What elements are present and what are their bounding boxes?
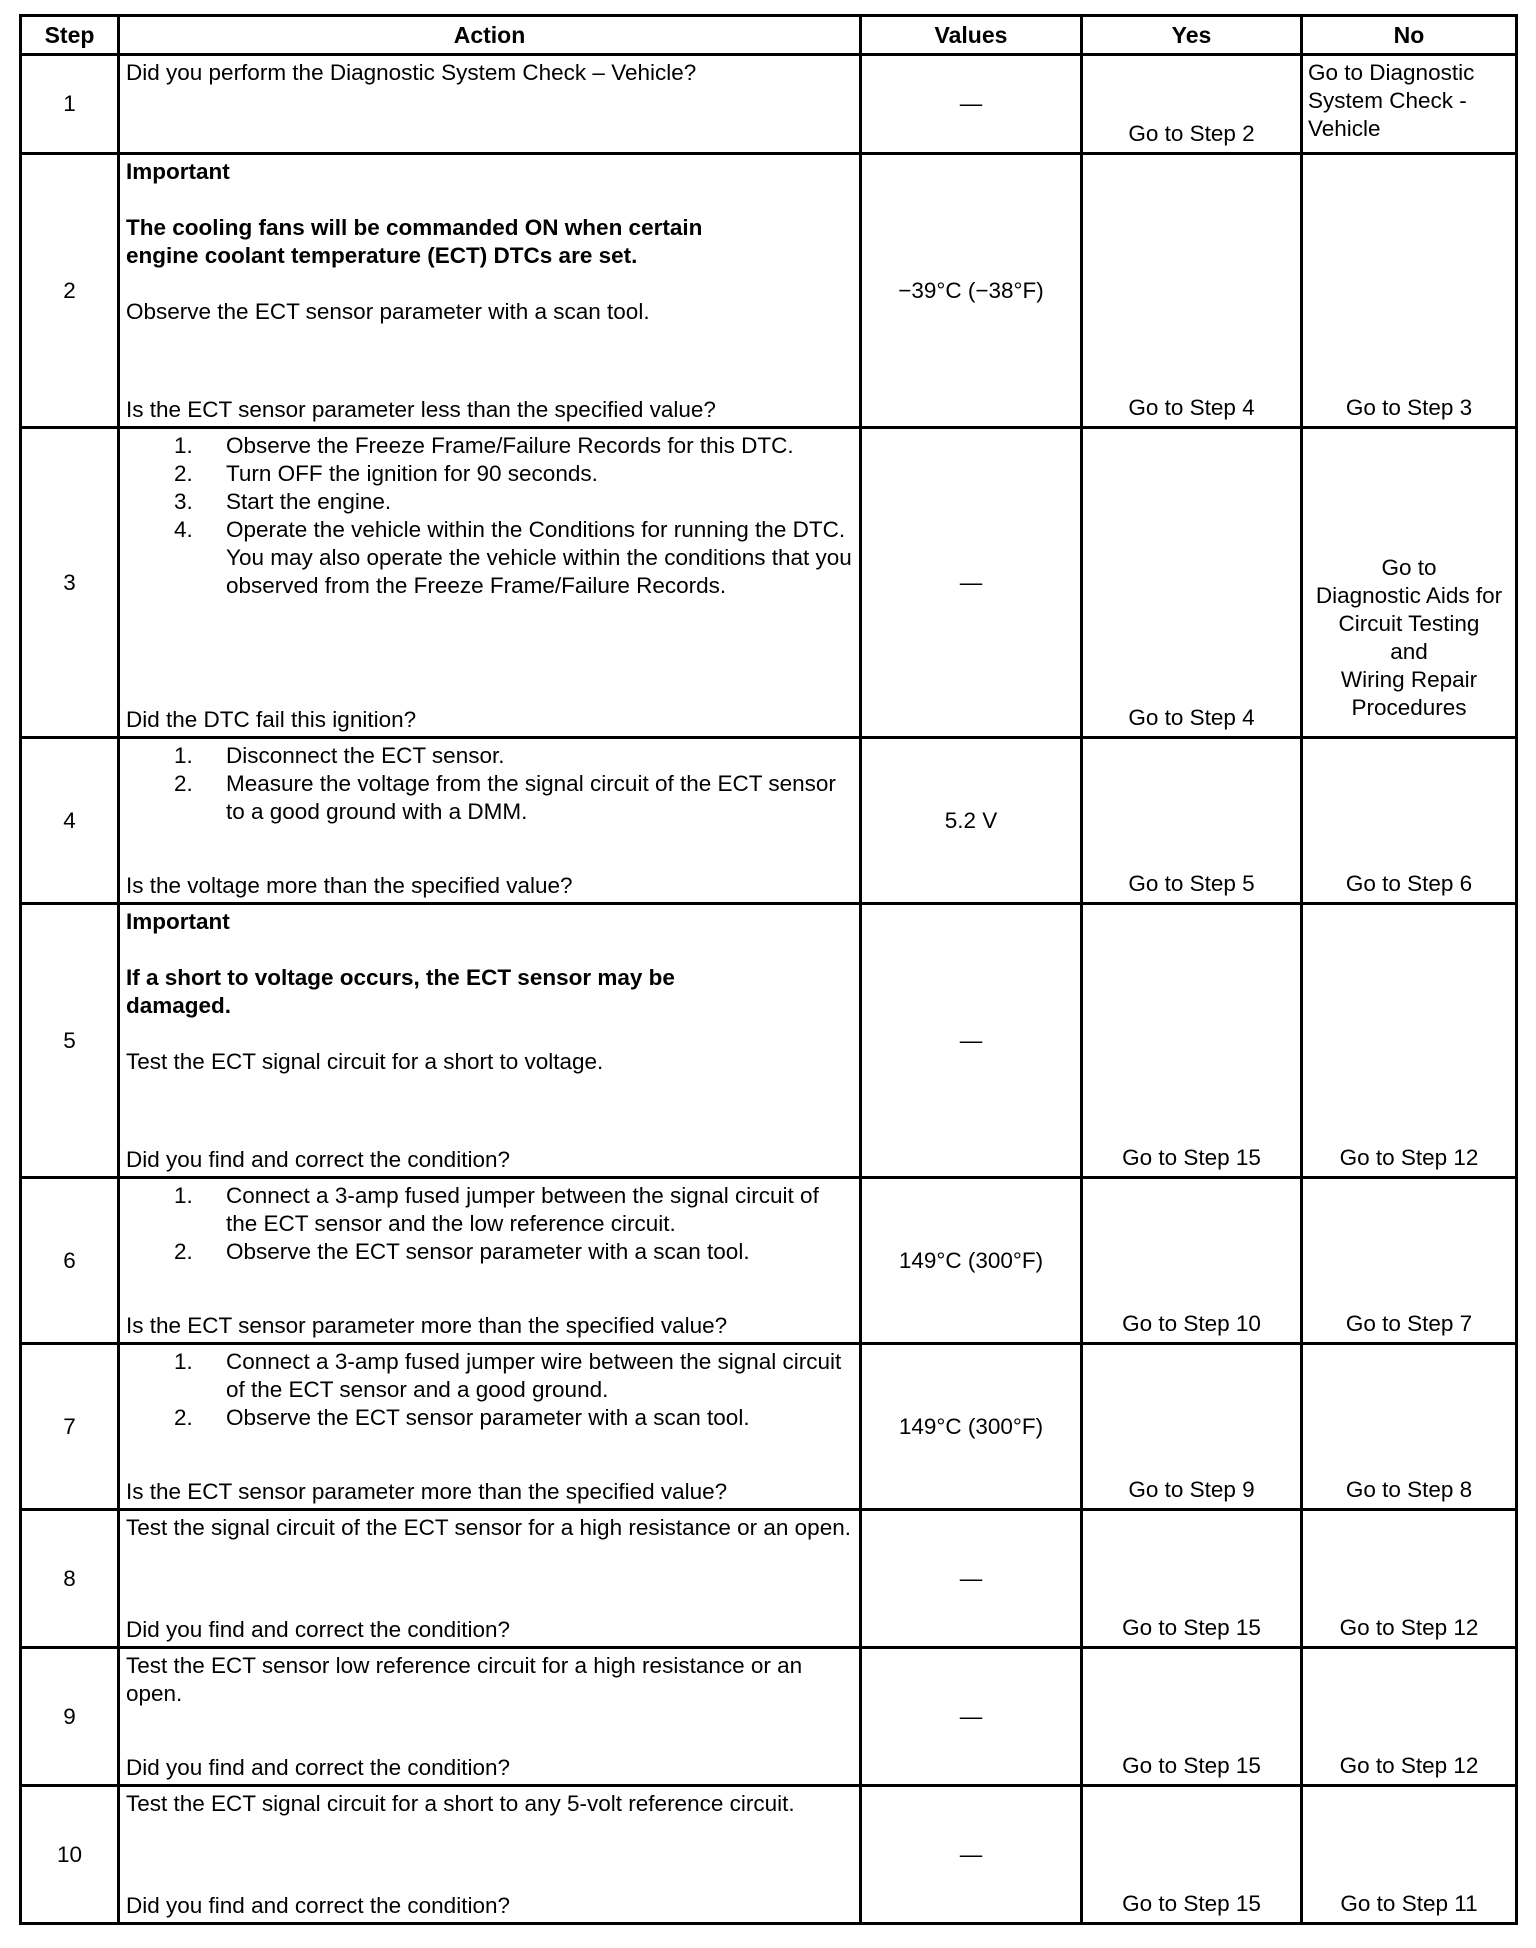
action-instruction: Observe the ECT sensor parameter with a scan tool. xyxy=(126,299,650,324)
action-cell xyxy=(119,738,861,904)
action-cell xyxy=(119,154,861,428)
table-row xyxy=(21,1510,1517,1648)
value-cell: — xyxy=(861,904,1082,1178)
yes-cell: Go to Step 4 xyxy=(1082,428,1302,738)
action-cell xyxy=(119,1648,861,1786)
value-cell: 5.2 V xyxy=(861,738,1082,904)
no-cell: Go to Step 12 xyxy=(1302,904,1517,1178)
action-question: Did you find and correct the condition? xyxy=(126,1893,510,1918)
no-cell: Go to Step 8 xyxy=(1302,1344,1517,1510)
action-steps-list xyxy=(126,1348,853,1432)
value-cell: 149°C (300°F) xyxy=(861,1344,1082,1510)
step-number: 10 xyxy=(21,1786,119,1924)
important-text: The cooling fans will be commanded ON when certain engine coolant temperature (ECT) DTCs are set. xyxy=(126,215,703,268)
yes-cell: Go to Step 10 xyxy=(1082,1178,1302,1344)
yes-cell: Go to Step 4 xyxy=(1082,154,1302,428)
list-item: 1. Disconnect the ECT sensor. xyxy=(174,743,505,768)
step-number: 8 xyxy=(21,1510,119,1648)
action-steps-list xyxy=(126,432,853,600)
step-number: 1 xyxy=(21,55,119,154)
table-row xyxy=(21,904,1517,1178)
yes-cell: Go to Step 9 xyxy=(1082,1344,1302,1510)
action-question: Did you find and correct the condition? xyxy=(126,1147,510,1172)
table-row xyxy=(21,428,1517,738)
diagnostic-table-container xyxy=(19,14,1515,1925)
header-values: Values xyxy=(861,16,1082,55)
action-question: Is the voltage more than the specified value? xyxy=(126,873,573,898)
list-item: 4. Operate the vehicle within the Conditions for running the DTC. You may also operate the vehicle within the conditions that you observed from the Freeze Frame/Failure Records. xyxy=(174,517,852,598)
important-heading: Important xyxy=(126,159,230,184)
action-instruction: Test the ECT sensor low reference circuit for a high resistance or an open. xyxy=(126,1653,803,1706)
no-cell: Go to Step 12 xyxy=(1302,1648,1517,1786)
yes-cell: Go to Step 15 xyxy=(1082,904,1302,1178)
action-cell xyxy=(119,1178,861,1344)
table-row xyxy=(21,1648,1517,1786)
table-header-row xyxy=(21,16,1517,55)
action-cell xyxy=(119,55,861,154)
list-item: 1. Observe the Freeze Frame/Failure Records for this DTC. xyxy=(174,433,794,458)
action-instruction: Test the signal circuit of the ECT sensor for a high resistance or an open. xyxy=(126,1515,851,1540)
action-question: Did you find and correct the condition? xyxy=(126,1617,510,1642)
diagnostic-table xyxy=(19,14,1518,1925)
list-item: 1. Connect a 3-amp fused jumper wire between the signal circuit of the ECT sensor and a good ground. xyxy=(174,1349,842,1402)
value-cell: — xyxy=(861,55,1082,154)
table-row xyxy=(21,738,1517,904)
yes-cell: Go to Step 2 xyxy=(1082,55,1302,154)
action-question: Is the ECT sensor parameter more than the specified value? xyxy=(126,1313,728,1338)
important-heading: Important xyxy=(126,909,230,934)
action-cell xyxy=(119,428,861,738)
yes-cell: Go to Step 15 xyxy=(1082,1510,1302,1648)
value-cell: — xyxy=(861,1510,1082,1648)
step-number: 4 xyxy=(21,738,119,904)
no-cell: Go to Step 11 xyxy=(1302,1786,1517,1924)
table-row xyxy=(21,1344,1517,1510)
table-row xyxy=(21,154,1517,428)
action-steps-list xyxy=(126,742,853,826)
step-number: 7 xyxy=(21,1344,119,1510)
action-cell xyxy=(119,1786,861,1924)
step-number: 5 xyxy=(21,904,119,1178)
action-question: Did you perform the Diagnostic System Check – Vehicle? xyxy=(126,60,697,85)
action-question: Did the DTC fail this ignition? xyxy=(126,707,417,732)
no-cell: Go to Diagnostic Aids for Circuit Testing and Wiring Repair Procedures xyxy=(1302,428,1517,738)
list-item: 1. Connect a 3-amp fused jumper between the signal circuit of the ECT sensor and the low reference circuit. xyxy=(174,1183,819,1236)
yes-cell: Go to Step 15 xyxy=(1082,1786,1302,1924)
table-row xyxy=(21,1178,1517,1344)
step-number: 6 xyxy=(21,1178,119,1344)
table-row xyxy=(21,1786,1517,1924)
step-number: 2 xyxy=(21,154,119,428)
action-cell xyxy=(119,1510,861,1648)
important-text: If a short to voltage occurs, the ECT sensor may be damaged. xyxy=(126,965,675,1018)
list-item: 2. Turn OFF the ignition for 90 seconds. xyxy=(174,461,598,486)
step-number: 3 xyxy=(21,428,119,738)
action-instruction: Test the ECT signal circuit for a short to any 5-volt reference circuit. xyxy=(126,1791,795,1816)
value-cell: — xyxy=(861,428,1082,738)
table-row xyxy=(21,55,1517,154)
list-item: 3. Start the engine. xyxy=(174,489,392,514)
action-question: Is the ECT sensor parameter more than the specified value? xyxy=(126,1479,728,1504)
no-cell: Go to Step 7 xyxy=(1302,1178,1517,1344)
value-cell: 149°C (300°F) xyxy=(861,1178,1082,1344)
step-number: 9 xyxy=(21,1648,119,1786)
header-step: Step xyxy=(21,16,119,55)
no-cell: Go to Diagnostic System Check - Vehicle xyxy=(1302,55,1517,154)
no-cell: Go to Step 3 xyxy=(1302,154,1517,428)
action-question: Is the ECT sensor parameter less than the specified value? xyxy=(126,397,716,422)
action-steps-list xyxy=(126,1182,853,1266)
value-cell: — xyxy=(861,1648,1082,1786)
header-action: Action xyxy=(119,16,861,55)
no-cell: Go to Step 12 xyxy=(1302,1510,1517,1648)
list-item: 2. Observe the ECT sensor parameter with a scan tool. xyxy=(174,1239,750,1264)
yes-cell: Go to Step 5 xyxy=(1082,738,1302,904)
no-cell: Go to Step 6 xyxy=(1302,738,1517,904)
action-question: Did you find and correct the condition? xyxy=(126,1755,510,1780)
header-no: No xyxy=(1302,16,1517,55)
action-instruction: Test the ECT signal circuit for a short to voltage. xyxy=(126,1049,604,1074)
header-yes: Yes xyxy=(1082,16,1302,55)
action-cell xyxy=(119,904,861,1178)
yes-cell: Go to Step 15 xyxy=(1082,1648,1302,1786)
value-cell: −39°C (−38°F) xyxy=(861,154,1082,428)
list-item: 2. Observe the ECT sensor parameter with a scan tool. xyxy=(174,1405,750,1430)
list-item: 2. Measure the voltage from the signal circuit of the ECT sensor to a good ground with a DMM. xyxy=(174,771,836,824)
value-cell: — xyxy=(861,1786,1082,1924)
action-cell xyxy=(119,1344,861,1510)
